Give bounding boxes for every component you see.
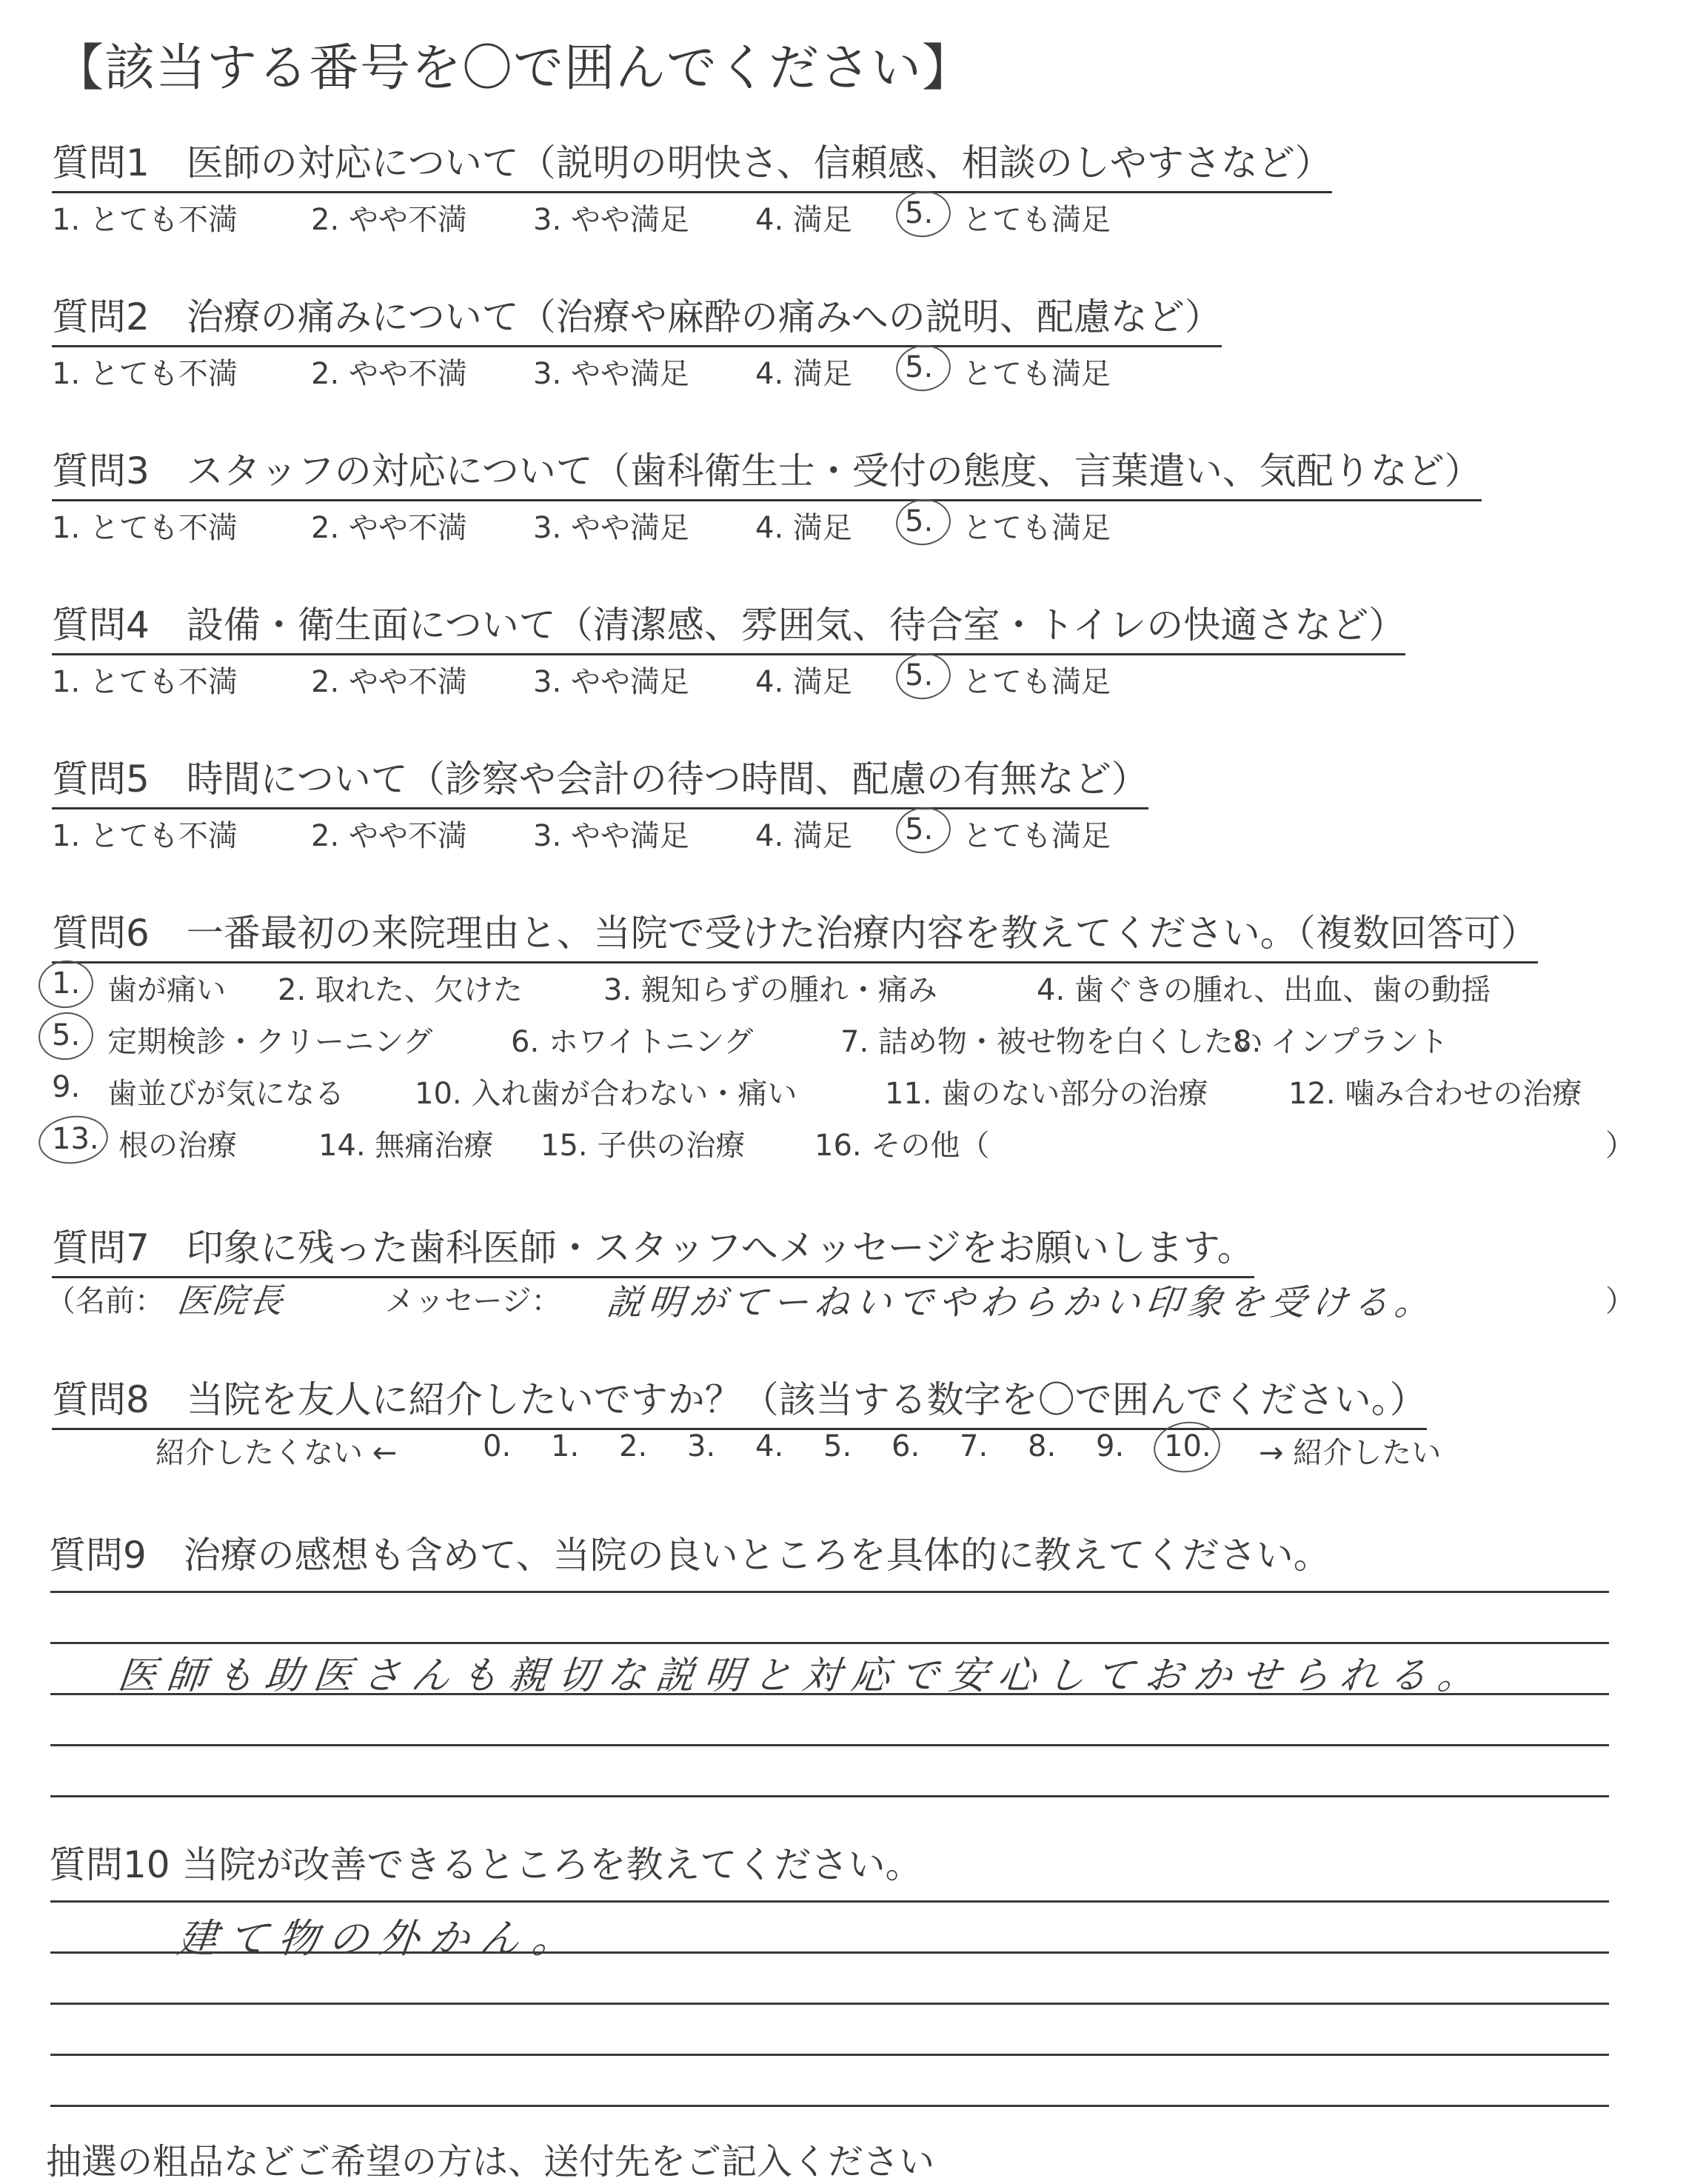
q8-scale-1: 1.	[551, 1429, 580, 1463]
q6-option-r2c5: 8. インプラント	[1233, 1025, 1448, 1059]
q6-option-r3c4: 11. 歯のない部分の治療	[885, 1077, 1208, 1111]
q4-option-6: とても満足	[963, 665, 1111, 699]
q6-title: 質問6 一番最初の来院理由と、当院で受けた治療内容を教えてください。（複数回答可）	[52, 904, 1538, 964]
q5-title: 質問5 時間について（診察や会計の待つ時間、配慮の有無など）	[52, 749, 1148, 809]
q7-close: ）	[1605, 1284, 1635, 1318]
q6-selected-circle-13	[36, 1112, 111, 1168]
q1-option-6: とても満足	[963, 203, 1111, 237]
q6-other-close: ）	[1605, 1129, 1635, 1163]
q3-title: 質問3 スタッフの対応について（歯科衛生士・受付の態度、言葉遣い、気配りなど）	[52, 441, 1482, 501]
q6-option-r3c5: 12. 噛み合わせの治療	[1288, 1077, 1582, 1111]
q2-option-6: とても満足	[963, 357, 1111, 391]
q4-title: 質問4 設備・衛生面について（清潔感、雰囲気、待合室・トイレの快適さなど）	[52, 595, 1405, 655]
answer-line	[50, 1795, 1609, 1797]
q6-option-r1c1: 1.	[52, 966, 81, 1001]
q2-option-1: 1. とても不満	[52, 357, 238, 391]
q6-option-r2c2: 定期検診・クリーニング	[107, 1025, 433, 1059]
q3-option-4: 4. 満足	[755, 511, 852, 545]
q3-option-3: 3. やや満足	[533, 511, 689, 545]
q5-option-3: 3. やや満足	[533, 819, 689, 853]
q1-selected-circle	[893, 187, 954, 241]
answer-line	[50, 2105, 1609, 2107]
page-title: 【該当する番号を〇で囲んでください】	[53, 39, 974, 98]
q8-scale-8: 8.	[1028, 1429, 1057, 1463]
q6-option-r2c1: 5.	[52, 1018, 81, 1052]
q3-option-6: とても満足	[963, 511, 1111, 545]
q4-option-5: 5.	[905, 658, 934, 692]
q8-scale-3: 3.	[687, 1429, 716, 1463]
q1-option-4: 4. 満足	[755, 203, 852, 237]
q8-scale-7: 7.	[960, 1429, 989, 1463]
q8-scale-5: 5.	[823, 1429, 852, 1463]
q8-scale-6: 6.	[892, 1429, 920, 1463]
q3-option-1: 1. とても不満	[52, 511, 238, 545]
q6-option-r4c1: 13.	[52, 1122, 99, 1156]
q7-message-value: 説明がてーねいでやわらかい印象を受ける。	[604, 1282, 1439, 1323]
q9-title: 質問9 治療の感想も含めて、当院の良いところを具体的に教えてください。	[49, 1534, 1331, 1577]
q5-option-2: 2. やや不満	[311, 819, 467, 853]
footer-note: 抽選の粗品などご希望の方は、送付先をご記入ください	[46, 2141, 935, 2183]
q2-selected-circle	[893, 341, 954, 395]
q6-option-r4c2: 根の治療	[118, 1129, 237, 1163]
q6-option-r1c3: 2. 取れた、欠けた	[278, 973, 523, 1007]
q6-option-r2c3: 6. ホワイトニング	[511, 1025, 754, 1059]
q6-option-r3c2: 歯並びが気になる	[107, 1077, 344, 1111]
q8-left-label: 紹介したくない ←	[155, 1436, 398, 1470]
q6-option-r3c1: 9.	[52, 1070, 81, 1104]
q6-option-r1c5: 4. 歯ぐきの腫れ、出血、歯の動揺	[1037, 973, 1491, 1007]
q6-selected-circle-1	[36, 957, 96, 1012]
answer-line	[50, 2054, 1609, 2056]
q2-option-3: 3. やや満足	[533, 357, 689, 391]
q3-selected-circle	[893, 495, 954, 549]
answer-line	[50, 2003, 1609, 2005]
q6-option-r1c4: 3. 親知らずの腫れ・痛み	[603, 973, 937, 1007]
q8-scale-4: 4.	[755, 1429, 784, 1463]
q7-name-label: （名前：	[46, 1284, 164, 1318]
q1-option-5: 5.	[905, 196, 934, 230]
q6-selected-circle-5	[36, 1009, 96, 1063]
q4-option-2: 2. やや不満	[311, 665, 467, 699]
answer-line	[50, 1744, 1609, 1746]
q7-name-value: 医院長	[175, 1280, 287, 1320]
q3-option-5: 5.	[905, 504, 934, 538]
q6-option-r4c4: 15. 子供の治療	[541, 1129, 746, 1163]
q2-option-4: 4. 満足	[755, 357, 852, 391]
q6-option-r3c3: 10. 入れ歯が合わない・痛い	[415, 1077, 797, 1111]
q6-option-r4c3: 14. 無痛治療	[318, 1129, 494, 1163]
q5-option-1: 1. とても不満	[52, 819, 238, 853]
q4-selected-circle	[893, 649, 954, 703]
q9-answer: 医師も助医さんも親切な説明と対応で安心しておかせられる。	[116, 1654, 1489, 1698]
q7-message-label: メッセージ：	[385, 1284, 561, 1318]
q8-title: 質問8 当院を友人に紹介したいですか？（該当する数字を〇で囲んでください。）	[52, 1370, 1427, 1430]
q10-answer: 建て物の外かん。	[175, 1915, 586, 1962]
q10-title: 質問10 当院が改善できるところを教えてください。	[49, 1843, 923, 1886]
q3-option-2: 2. やや不満	[311, 511, 467, 545]
q5-option-5: 5.	[905, 812, 934, 846]
q4-option-4: 4. 満足	[755, 665, 852, 699]
q6-option-r2c4: 7. 詰め物・被せ物を白くしたい	[840, 1025, 1263, 1059]
q5-option-6: とても満足	[963, 819, 1111, 853]
q8-scale-9: 9.	[1096, 1429, 1125, 1463]
q8-scale-10: 10.	[1164, 1429, 1211, 1463]
q5-option-4: 4. 満足	[755, 819, 852, 853]
answer-line	[50, 1900, 1609, 1903]
q8-scale-0: 0.	[483, 1429, 512, 1463]
q1-option-1: 1. とても不満	[52, 203, 238, 237]
answer-line	[50, 1591, 1609, 1593]
q5-selected-circle	[893, 804, 954, 857]
q6-option-r4c5: 16. その他（	[814, 1129, 990, 1163]
q1-title: 質問1 医師の対応について（説明の明快さ、信頼感、相談のしやすさなど）	[52, 133, 1332, 193]
q6-option-r1c2: 歯が痛い	[107, 973, 226, 1007]
q2-option-2: 2. やや不満	[311, 357, 467, 391]
q4-option-3: 3. やや満足	[533, 665, 689, 699]
q7-title: 質問7 印象に残った歯科医師・スタッフへメッセージをお願いします。	[52, 1218, 1254, 1278]
q1-option-2: 2. やや不満	[311, 203, 467, 237]
q8-right-label: → 紹介したい	[1259, 1436, 1442, 1470]
q1-option-3: 3. やや満足	[533, 203, 689, 237]
q8-scale-2: 2.	[619, 1429, 648, 1463]
q4-option-1: 1. とても不満	[52, 665, 238, 699]
q2-option-5: 5.	[905, 350, 934, 384]
q2-title: 質問2 治療の痛みについて（治療や麻酔の痛みへの説明、配慮など）	[52, 287, 1222, 347]
